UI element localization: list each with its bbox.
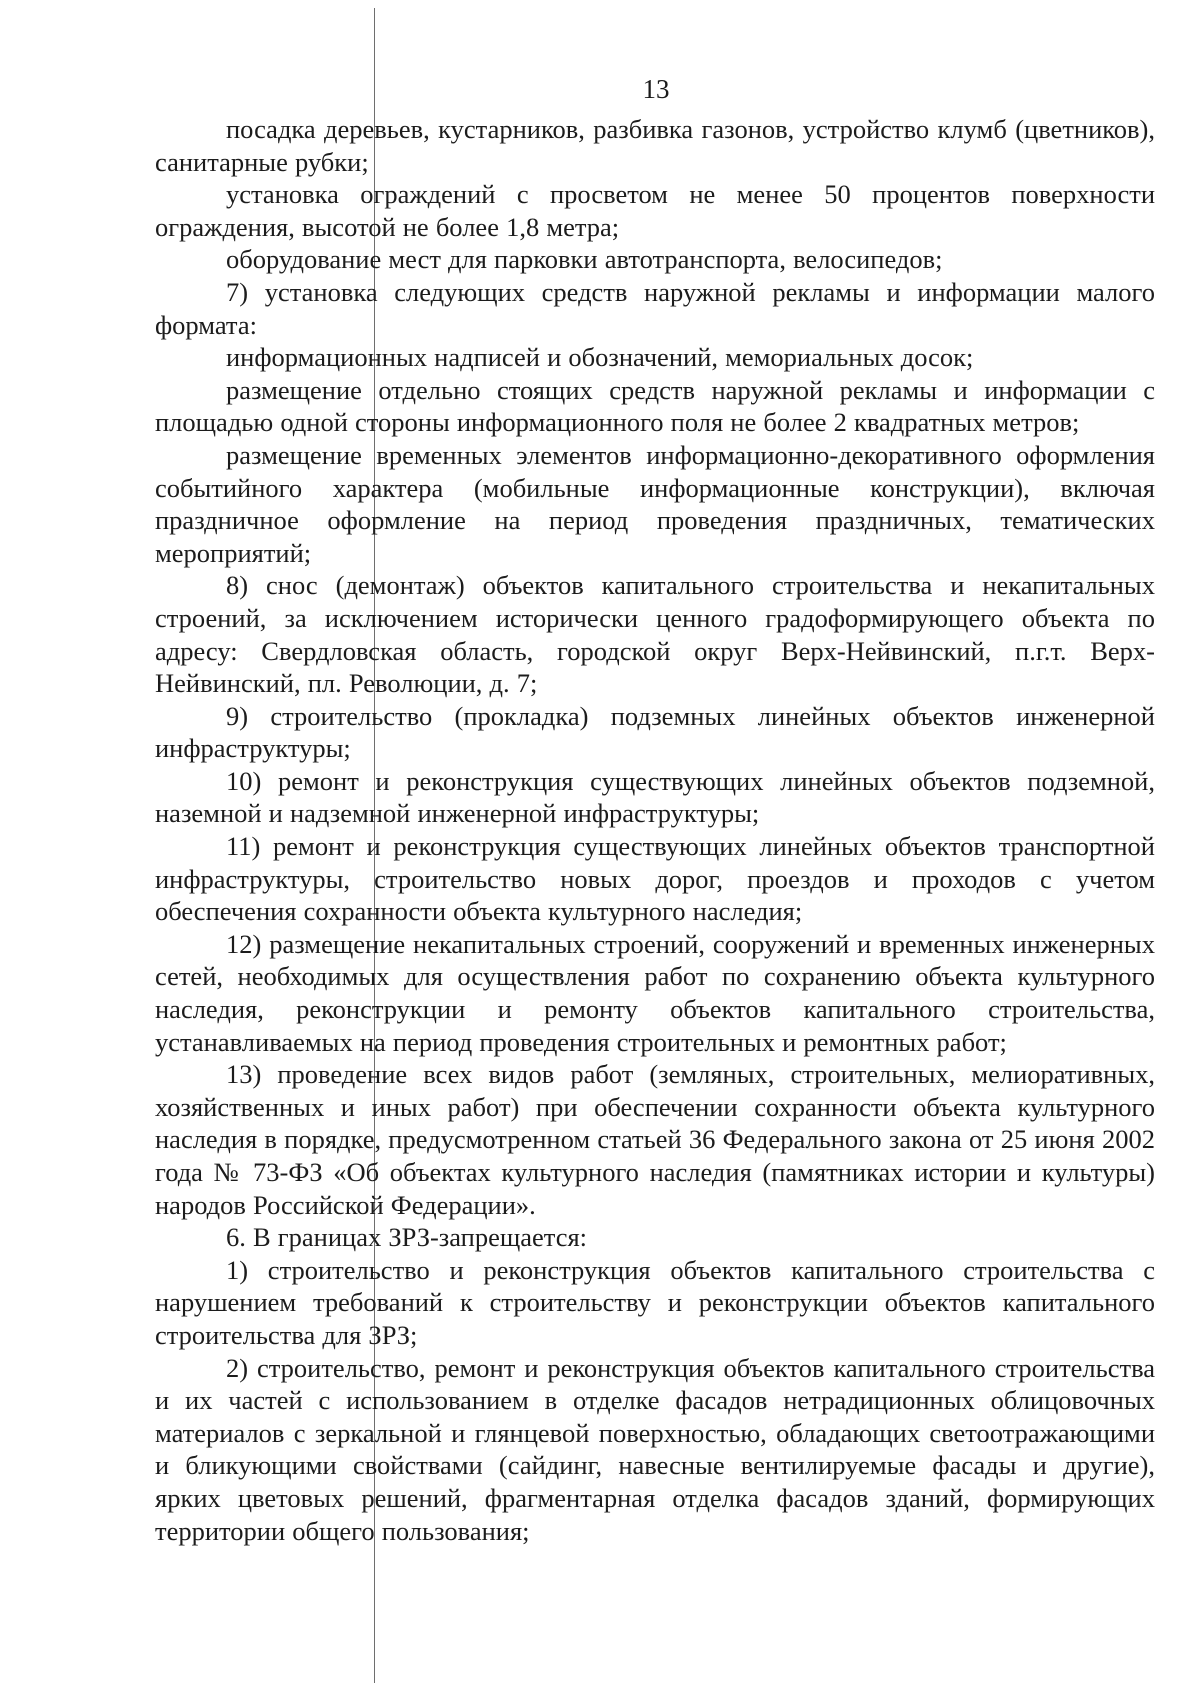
page-number: 13 xyxy=(642,74,670,104)
section-6-heading: 6. В границах ЗРЗ-запрещается: xyxy=(226,1222,588,1253)
paragraph-item-11: 11) ремонт и реконструкция существующих линейных объектов транспортной инфраструктуры, строительство новых дорог, проездов и проходов с учетом обеспечения сохранности объекта культурного наследия; xyxy=(155,831,1155,927)
paragraph-item-12: 12) размещение некапитальных строений, сооружений и временных инженерных сетей, необходимых для осуществления работ по сохранению объекта культурного наследия, реконструкции и ремонту объектов капитального строительства, устанавливаемых на период проведения строительных и ремонтных работ; xyxy=(155,928,1155,1057)
paragraph-prohibited-1: 1) строительство и реконструкция объектов капитального строительства с нарушением требований к строительству и реконструкции объектов капитального строительства для ЗРЗ; xyxy=(155,1254,1155,1350)
paragraph-standalone-ads: размещение отдельно стоящих средств наружной рекламы и информации с площадью одной стороны информационного поля не более 2 квадратных метров; xyxy=(155,374,1155,438)
paragraph-fencing: установка ограждений с просветом не менее 50 процентов поверхности ограждения, высотой не более 1,8 метра; xyxy=(155,179,1155,242)
paragraph-prohibited-2: 2) строительство, ремонт и реконструкция объектов капитального строительства и их частей с использованием в отделке фасадов нетрадиционных облицовочных материалов с зеркальной и глянцевой поверхностью, обладающих светоотражающими и бликующими свойствами (сайдинг, навесные вентилируемые фасады и другие), ярких цветовых решений, фрагментарная отделка фасадов зданий, формирующих территории общего пользования; xyxy=(155,1352,1155,1546)
document-body xyxy=(155,113,1155,1547)
paragraph-item-9: 9) строительство (прокладка) подземных линейных объектов инженерной инфраструктуры; xyxy=(155,700,1155,764)
paragraph-item-7: 7) установка следующих средств наружной рекламы и информации малого формата: xyxy=(155,276,1155,340)
paragraph-item-8: 8) снос (демонтаж) объектов капитального строительства и некапитальных строений, за исключением исторически ценного градоформирующего объекта по адресу: Свердловская область, городской округ Верх-Нейвинский, п.г.т. Верх-Нейвинский, пл. Революции, д. 7; xyxy=(155,570,1155,699)
paragraph-info-signs: информационных надписей и обозначений, мемориальных досок; xyxy=(226,342,974,373)
paragraph-planting: посадка деревьев, кустарников, разбивка газонов, устройство клумб (цветников), санитарные рубки; xyxy=(155,114,1155,177)
paragraph-temporary-decor: размещение временных элементов информационно-декоративного оформления событийного характера (мобильные информационные конструкции), включая праздничное оформление на период проведения праздничных, тематических мероприятий; xyxy=(155,439,1155,568)
paragraph-item-10: 10) ремонт и реконструкция существующих линейных объектов подземной, наземной и надземной инженерной инфраструктуры; xyxy=(155,765,1155,829)
paragraph-item-13: 13) проведение всех видов работ (земляных, строительных, мелиоративных, хозяйственных и иных работ) при обеспечении сохранности объекта культурного наследия в порядке, предусмотренном статьей 36 Федерального закона от 25 июня 2002 года № 73-ФЗ «Об объектах культурного наследия (памятниках истории и культуры) народов Российской Федерации». xyxy=(155,1059,1155,1220)
paragraph-parking: оборудование мест для парковки автотранспорта, велосипедов; xyxy=(226,244,943,275)
